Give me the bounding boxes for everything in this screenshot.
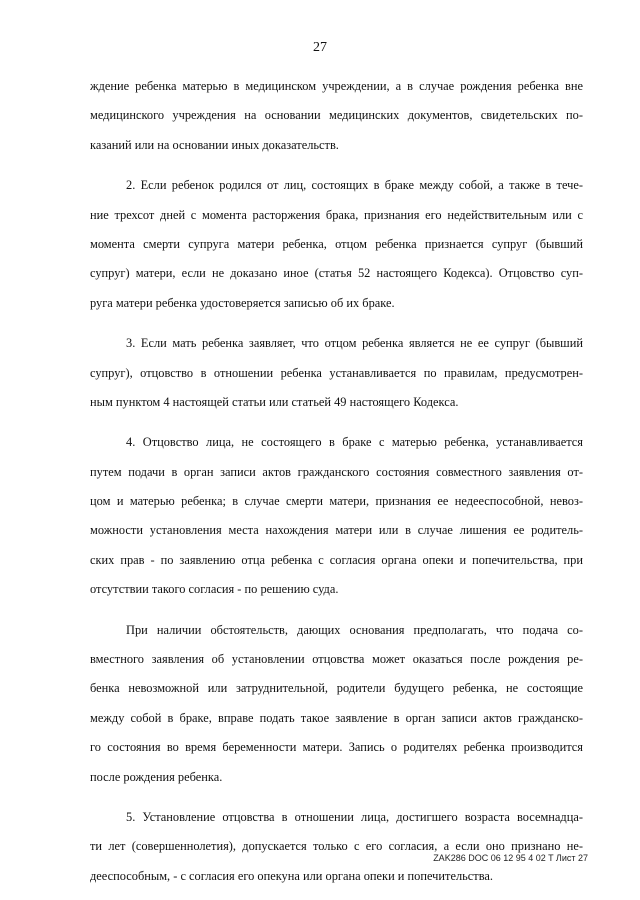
text-line: ным пунктом 4 настоящей статьи или статьей 49 настоящего Кодекса. bbox=[90, 394, 459, 409]
text-line: после рождения ребенка. bbox=[90, 769, 223, 784]
text-line: момента смерти супруга матери ребенка, отцом ребенка признается супруг (бывший bbox=[90, 236, 583, 251]
text-line: го состояния во время беременности матери. Запись о родителях ребенка производится bbox=[90, 740, 583, 755]
text-line: медицинского учреждения на основании медицинских документов, свидетельских по- bbox=[90, 108, 583, 123]
text-line: супруг) матери, если не доказано иное (статья 52 настоящего Кодекса). Отцовство суп- bbox=[90, 266, 583, 281]
text-line: бенка невозможной или затруднительной, родители будущего ребенка, не состоящие bbox=[90, 681, 583, 696]
text-line: 3. Если мать ребенка заявляет, что отцом ребенка является не ее супруг (бывший bbox=[126, 336, 583, 351]
text-line: можности установления места нахождения матери или в случае лишения ее родитель- bbox=[90, 523, 583, 538]
text-line: вместного заявления об установлении отцовства может оказаться после рождения ре- bbox=[90, 652, 583, 667]
text-line: 4. Отцовство лица, не состоящего в браке с матерью ребенка, устанавливается bbox=[126, 435, 583, 450]
text-line: 5. Установление отцовства в отношении лица, достигшего возраста восемнадца- bbox=[126, 809, 583, 824]
text-line: казаний или на основании иных доказательств. bbox=[90, 137, 339, 152]
page-number: 27 bbox=[313, 40, 327, 55]
text-line: 2. Если ребенок родился от лиц, состоящих в браке между собой, а также в тече- bbox=[126, 178, 583, 193]
text-line: между собой в браке, вправе подать такое заявление в орган записи актов гражданско- bbox=[90, 710, 583, 725]
text-line: руга матери ребенка удостоверяется записью об их браке. bbox=[90, 295, 395, 310]
document-footer: ZAK286 DOC 06 12 95 4 02 T Лист 27 bbox=[433, 853, 588, 863]
text-line: цом и матерью ребенка; в случае смерти матери, признания ее недееспособной, невоз- bbox=[90, 494, 583, 509]
text-line: ждение ребенка матерью в медицинском учреждении, а в случае рождения ребенка вне bbox=[90, 79, 583, 93]
text-line: При наличии обстоятельств, дающих основания предполагать, что подача со- bbox=[126, 622, 583, 637]
text-line: отсутствии такого согласия - по решению суда. bbox=[90, 582, 339, 597]
text-line: ние трехсот дней с момента расторжения брака, признания его недействительным или с bbox=[90, 207, 583, 222]
text-line: ти лет (совершеннолетия), допускается только с его согласия, а если оно признано не- bbox=[90, 839, 583, 854]
text-line: ских прав - по заявлению отца ребенка с согласия органа опеки и попечительства, при bbox=[90, 552, 583, 567]
document-body bbox=[90, 72, 583, 891]
text-line: супруг), отцовство в отношении ребенка устанавливается по правилам, предусмотрен- bbox=[90, 365, 583, 380]
text-line: путем подачи в орган записи актов гражданского состояния совместного заявления от- bbox=[90, 464, 583, 479]
text-line: дееспособным, - с согласия его опекуна или органа опеки и попечительства. bbox=[90, 868, 493, 883]
